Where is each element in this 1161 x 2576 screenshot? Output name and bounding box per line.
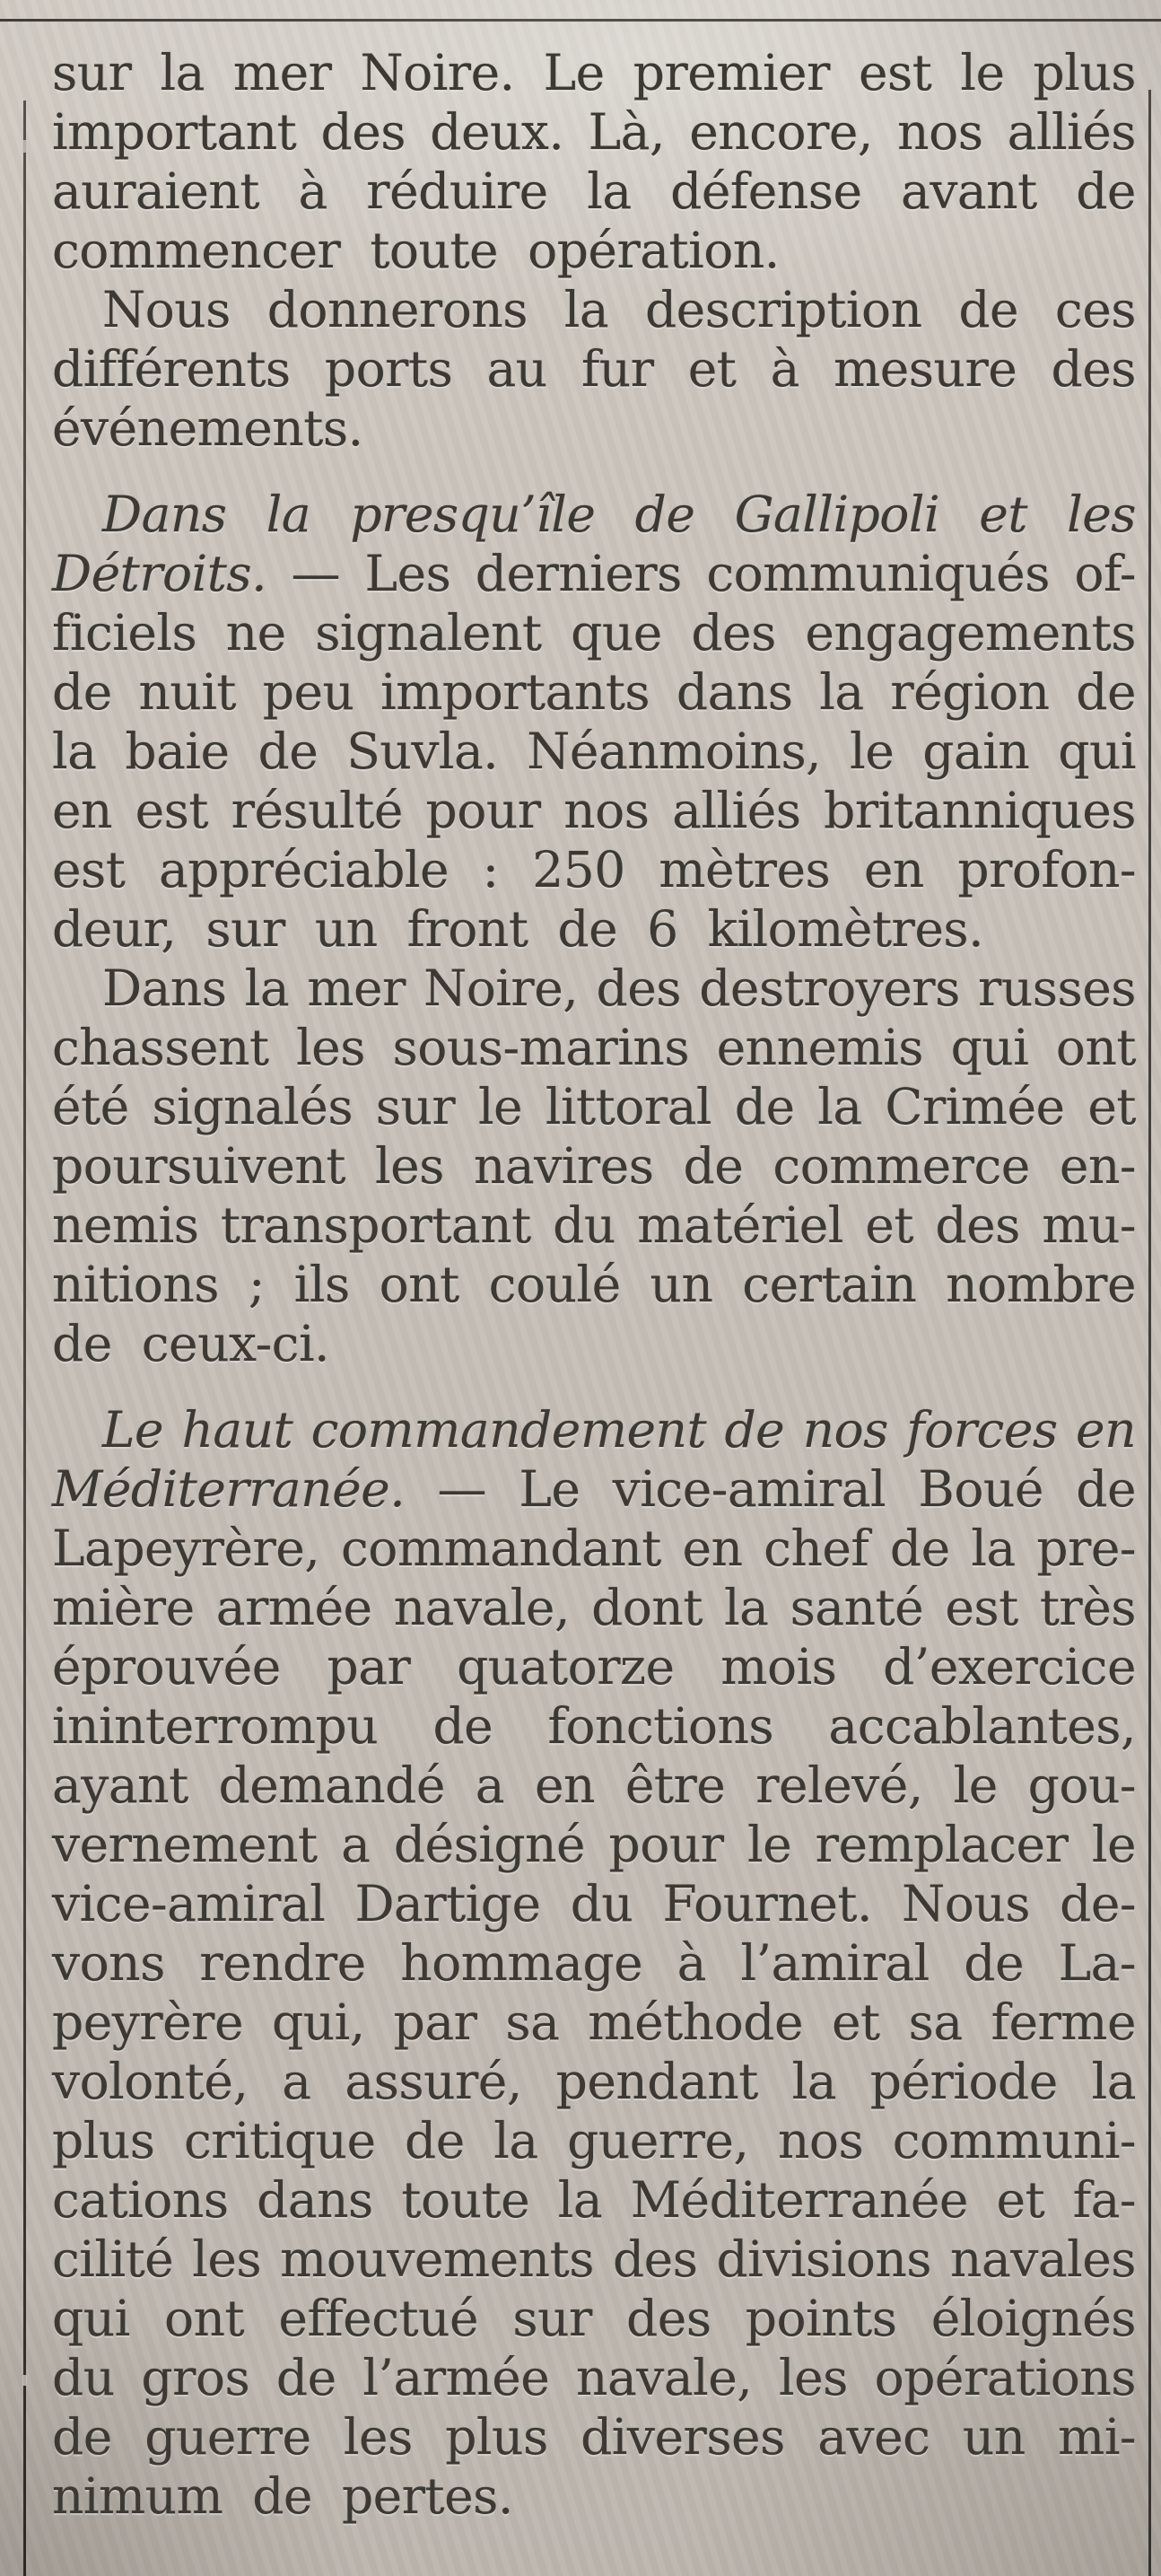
roman-text: vice-amiral Dartige du Fournet. Nous de- — [52, 1875, 1136, 1932]
rule-break — [22, 140, 27, 153]
text-line — [52, 2289, 1136, 2348]
text-line — [52, 2466, 1136, 2526]
text-line — [52, 1815, 1136, 1874]
roman-text: nimum de pertes. — [52, 2467, 513, 2525]
roman-text: en est résulté pour nos alliés britanniques — [52, 782, 1136, 839]
roman-text: de ceux-ci. — [52, 1315, 330, 1372]
roman-text: est appréciable : 250 mètres en profon- — [52, 841, 1136, 898]
roman-text: peyrère qui, par sa méthode et sa ferme — [52, 1993, 1136, 2051]
roman-text: deur, sur un front de 6 kilomètres. — [52, 900, 984, 958]
roman-text: de nuit peu importants dans la région de — [52, 663, 1136, 721]
article-column — [52, 43, 1136, 2526]
text-line — [52, 1519, 1136, 1578]
text-line — [52, 1756, 1136, 1815]
roman-text: été signalés sur le littoral de la Crimée et — [52, 1078, 1136, 1135]
roman-text: chassent les sous-marins ennemis qui ont — [52, 1019, 1136, 1076]
rule-break — [22, 2375, 27, 2386]
text-line — [52, 781, 1136, 840]
text-line — [52, 1933, 1136, 1993]
italic-text: Détroits. — [52, 545, 267, 602]
text-line — [52, 1400, 1136, 1459]
roman-text: — Les derniers communiqués of- — [266, 545, 1136, 602]
roman-text: sur la mer Noire. Le premier est le plus — [52, 44, 1136, 101]
text-line — [52, 544, 1136, 603]
text-line — [52, 1696, 1136, 1756]
italic-text: Méditerranée. — [52, 1460, 406, 1518]
roman-text: événements. — [52, 399, 363, 457]
text-line — [52, 1255, 1136, 1314]
text-line — [52, 840, 1136, 899]
roman-text: la baie de Suvla. Néanmoins, le gain qui — [52, 723, 1136, 780]
text-line — [52, 2407, 1136, 2466]
text-line — [52, 662, 1136, 722]
text-line — [52, 899, 1136, 959]
right-column-rule — [1148, 90, 1151, 2576]
roman-text: vons rendre hommage à l’amiral de La- — [52, 1934, 1136, 1992]
text-line — [52, 280, 1136, 339]
italic-text: Dans la presqu’île de Gallipoli et les — [102, 486, 1136, 543]
roman-text: — Le vice-amiral Boué de — [405, 1460, 1136, 1518]
text-line — [52, 2170, 1136, 2230]
roman-text: mière armée navale, dont la santé est très — [52, 1579, 1136, 1636]
roman-text: de guerre les plus diverses avec un mi- — [52, 2408, 1136, 2466]
roman-text: cations dans toute la Méditerranée et fa- — [52, 2171, 1136, 2229]
roman-text: Nous donnerons la description de ces — [102, 281, 1136, 338]
text-line — [52, 1637, 1136, 1696]
text-line — [52, 221, 1136, 280]
text-line — [52, 339, 1136, 399]
text-line — [52, 1077, 1136, 1136]
roman-text: vernement a désigné pour le remplacer le — [52, 1816, 1136, 1873]
text-line — [52, 2052, 1136, 2111]
left-column-rule — [23, 101, 26, 2576]
roman-text: auraient à réduire la défense avant de — [52, 162, 1136, 220]
roman-text: cilité les mouvements des divisions navales — [52, 2230, 1136, 2288]
text-line — [52, 1578, 1136, 1637]
text-line — [52, 162, 1136, 221]
text-line — [52, 2111, 1136, 2170]
text-line — [52, 603, 1136, 662]
top-rule — [0, 19, 1161, 22]
roman-text: ficiels ne signalent que des engagements — [52, 604, 1136, 662]
roman-text: ininterrompu de fonctions accablantes, — [52, 1697, 1136, 1755]
text-line — [52, 1314, 1136, 1373]
text-line — [52, 1874, 1136, 1933]
text-line — [52, 1196, 1136, 1255]
roman-text: Lapeyrère, commandant en chef de la pre- — [52, 1520, 1136, 1577]
text-line — [52, 399, 1136, 458]
text-line — [52, 1018, 1136, 1077]
roman-text: volonté, a assuré, pendant la période la — [52, 2053, 1136, 2110]
text-line — [52, 1993, 1136, 2052]
roman-text: ayant demandé a en être relevé, le gou- — [52, 1757, 1136, 1814]
text-line — [52, 1136, 1136, 1196]
roman-text: différents ports au fur et à mesure des — [52, 340, 1136, 398]
roman-text: nitions ; ils ont coulé un certain nombre — [52, 1256, 1136, 1313]
text-line — [52, 43, 1136, 102]
roman-text: important des deux. Là, encore, nos alliés — [52, 103, 1136, 161]
text-line — [52, 485, 1136, 544]
roman-text: éprouvée par quatorze mois d’exercice — [52, 1638, 1136, 1695]
roman-text: poursuivent les navires de commerce en- — [52, 1137, 1136, 1195]
roman-text: Dans la mer Noire, des destroyers russes — [102, 959, 1136, 1017]
text-line — [52, 1459, 1136, 1519]
roman-text: nemis transportant du matériel et des mu- — [52, 1196, 1136, 1254]
text-line — [52, 2230, 1136, 2289]
roman-text: commencer toute opération. — [52, 222, 780, 279]
roman-text: qui ont effectué sur des points éloignés — [52, 2290, 1136, 2347]
text-line — [52, 722, 1136, 781]
roman-text: du gros de l’armée navale, les opérations — [52, 2349, 1136, 2406]
roman-text: plus critique de la guerre, nos communi- — [52, 2112, 1136, 2169]
italic-text: Le haut commandement de nos forces en — [102, 1401, 1136, 1459]
text-line — [52, 102, 1136, 162]
text-line — [52, 959, 1136, 1018]
text-line — [52, 2348, 1136, 2407]
